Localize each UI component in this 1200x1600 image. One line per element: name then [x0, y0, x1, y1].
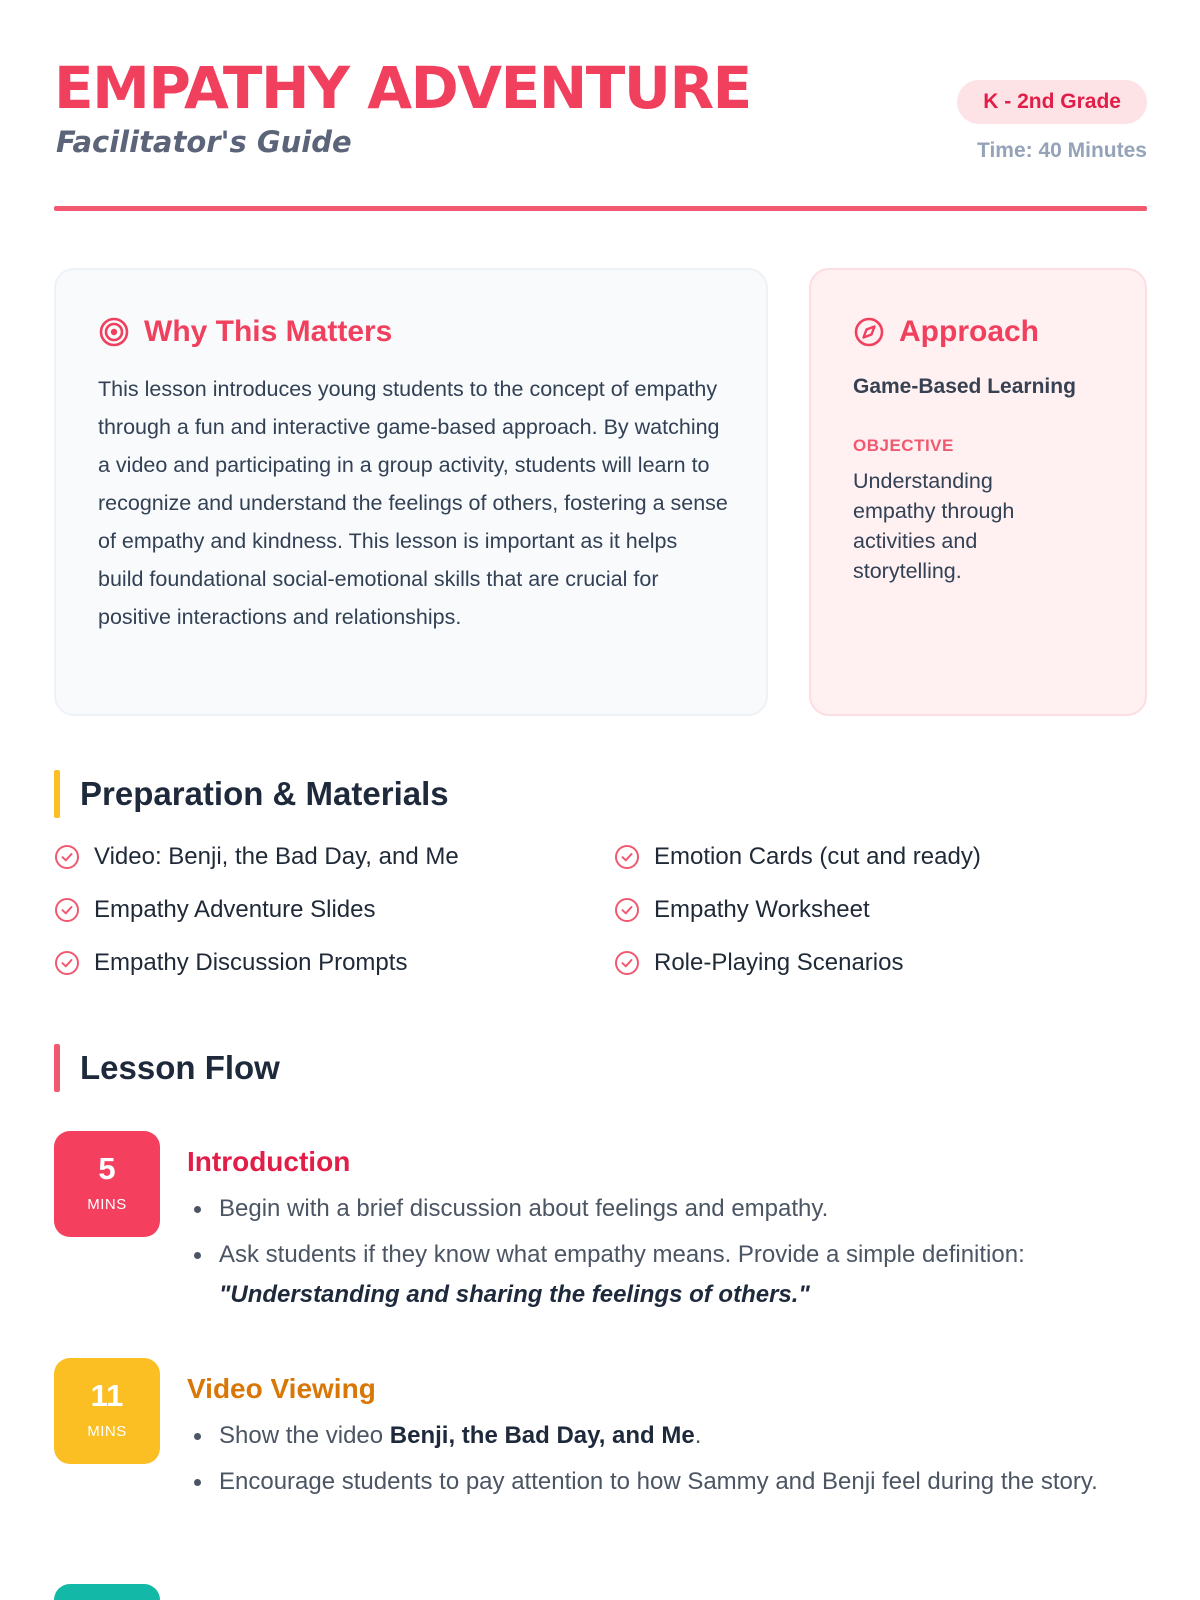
- step-bullet-text: Encourage students to pay attention to how Sammy and Benji feel during the story.: [219, 1468, 1098, 1495]
- page-subtitle: Facilitator's Guide: [56, 125, 352, 159]
- material-label: Empathy Worksheet: [654, 896, 870, 923]
- check-circle-icon: [614, 844, 640, 870]
- step-bullet: [187, 1462, 1147, 1502]
- materials-section-header: [54, 770, 449, 818]
- step-bullet-text: .: [694, 1422, 702, 1449]
- step-minutes: 11: [90, 1378, 124, 1413]
- header-divider: [54, 206, 1147, 211]
- step-minutes: 5: [98, 1151, 116, 1186]
- why-card-header: [98, 314, 392, 350]
- step-bullet: [187, 1416, 1147, 1456]
- page-title: EMPATHY ADVENTURE: [54, 54, 751, 122]
- step-bullet: [187, 1189, 1147, 1229]
- target-icon: [98, 316, 130, 348]
- material-label: Empathy Discussion Prompts: [94, 949, 408, 976]
- check-circle-icon: [54, 950, 80, 976]
- check-circle-icon: [54, 844, 80, 870]
- step-bullet-text: Begin with a brief discussion about feelings and empathy.: [219, 1195, 829, 1222]
- compass-icon: [853, 316, 885, 348]
- material-item: [614, 893, 870, 927]
- step-unit: MINS: [87, 1196, 127, 1213]
- objective-text: Understanding empathy through activities and storytelling.: [853, 469, 1015, 583]
- approach-card: [809, 268, 1147, 716]
- material-item: [614, 946, 903, 980]
- step-duration-badge: [54, 1358, 160, 1464]
- step-bullet: [187, 1235, 1147, 1315]
- empathy-definition-quote: "Understanding and sharing the feelings of others.": [219, 1281, 810, 1308]
- step-title: Video Viewing: [187, 1373, 376, 1404]
- material-label: Emotion Cards (cut and ready): [654, 843, 981, 870]
- material-item: [54, 840, 459, 874]
- material-item: [614, 840, 981, 874]
- why-this-matters-card: [54, 268, 768, 716]
- lesson-flow-accent-bar: [54, 1044, 60, 1092]
- why-card-text: This lesson introduces young students to the concept of empathy through a fun and interactive game-based approach. By watching a video and participating in a group activity, students will learn to recognize and understand the feelings of others, fostering a sense of empathy and kindness. This lesson is important as it helps build foundational social-emotional skills that are crucial for positive interactions and relationships.: [98, 377, 728, 629]
- grade-badge: K - 2nd Grade: [957, 80, 1147, 124]
- check-circle-icon: [614, 950, 640, 976]
- step-duration-badge: [54, 1584, 160, 1600]
- step-bullet-text: Show the video: [219, 1422, 390, 1449]
- material-item: [54, 946, 407, 980]
- lesson-flow-section-header: [54, 1044, 280, 1092]
- material-label: Empathy Adventure Slides: [94, 896, 376, 923]
- step-bullet-text: Ask students if they know what empathy means. Provide a simple definition:: [219, 1241, 1025, 1268]
- materials-accent-bar: [54, 770, 60, 818]
- step-bullet-list: [187, 1416, 1147, 1508]
- material-item: [54, 893, 376, 927]
- page-header: [54, 56, 1147, 176]
- video-title: Benji, the Bad Day, and Me: [389, 1422, 695, 1449]
- step-title: Introduction: [187, 1146, 351, 1177]
- lesson-flow-section-title: Lesson Flow: [80, 1049, 280, 1086]
- check-circle-icon: [614, 897, 640, 923]
- approach-card-header: [853, 314, 1039, 350]
- step-duration-badge: [54, 1131, 160, 1237]
- material-label: Video: Benji, the Bad Day, and Me: [94, 843, 459, 870]
- step-unit: MINS: [87, 1423, 127, 1440]
- approach-type: Game-Based Learning: [853, 375, 1076, 398]
- materials-section-title: Preparation & Materials: [80, 775, 449, 812]
- material-label: Role-Playing Scenarios: [654, 949, 904, 976]
- objective-label: OBJECTIVE: [853, 436, 954, 455]
- lesson-time: Time: 40 Minutes: [977, 139, 1147, 162]
- why-card-title: Why This Matters: [144, 315, 393, 348]
- step-bullet-list: [187, 1189, 1147, 1321]
- approach-card-title: Approach: [899, 315, 1040, 348]
- check-circle-icon: [54, 897, 80, 923]
